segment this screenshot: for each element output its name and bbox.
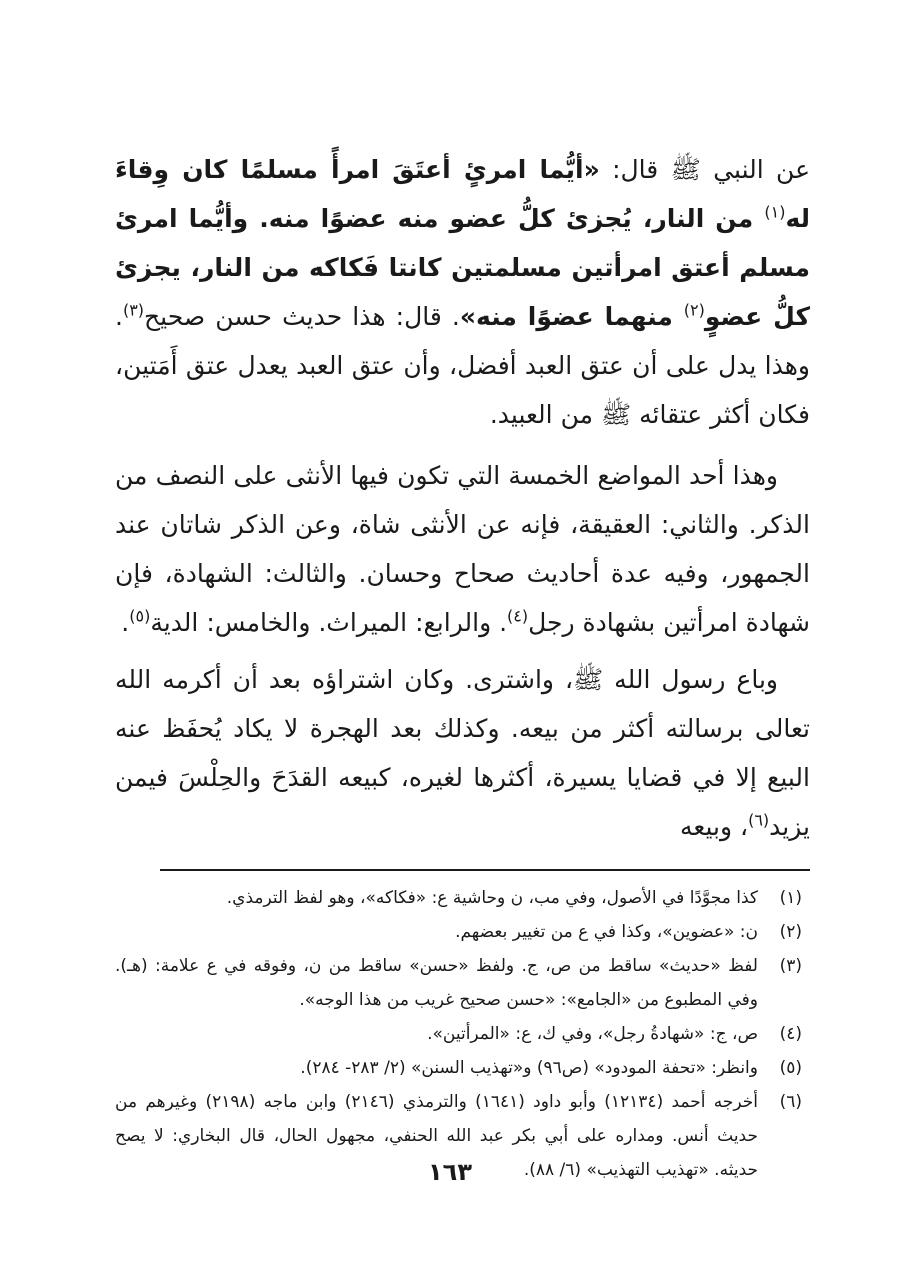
hadith-text-part-2: من النار، يُجزئ كلُّ عضو منه عضوًا منه. وأيُّما امرئ مسلم أعتق امرأتين مسلمتين كانتا فَكاكه من النار، يجزئ كلُّ عضوٍ [115, 204, 810, 331]
paragraph-text: وباع رسول الله ﷺ، واشترى. وكان اشتراؤه بعد أن أكرمه الله تعالى برسالته أكثر من بيعه. وكذلك بعد الهجرة لا يكاد يُحفَظ عنه البيع إلا في قضايا يسيرة، أكثرها لغيره، كبيعه القدَحَ والحِلْسَ فيمن يزيد [115, 665, 810, 841]
footnote-ref-4[interactable]: (٤) [507, 606, 529, 626]
paragraph-text: وهذا أحد المواضع الخمسة التي تكون فيها الأنثى على النصف من الذكر. والثاني: العقيقة، فإنه عن الأنثى شاة، وعن الذكر شاتان عند الجمهور، وفيه عدة أحاديث صحاح وحسان. والثالث: الشهادة، فإن شهادة امرأتين بشهادة رجل [115, 461, 810, 637]
footnote-text: أخرجه أحمد (١٢١٣٤) وأبو داود (١٦٤١) والترمذي (٢١٤٦) وابن ماجه (٢١٩٨) وغيرهم من حديث أنس. ومداره على أبي بكر عبد الله الحنفي، مجهول الحال، قال البخاري: لا يصح حديثه. «تهذيب التهذيب» (٦/ ٨٨). [115, 1092, 758, 1180]
paragraph-hadith [115, 145, 810, 439]
footnote-number: (٥) [779, 1058, 802, 1078]
footnote-text: ص، ج: «شهادةُ رجل»، وفي ك، ع: «المرأتين». [427, 1024, 758, 1044]
paragraph-buying-selling [115, 655, 810, 851]
paragraph-text: ، وبيعه [680, 812, 749, 841]
page-content [115, 145, 810, 1187]
footnote-text: كذا مجوَّدًا في الأصول، وفي مب، ن وحاشية ع: «فكاكه»، وهو لفظ الترمذي. [226, 888, 758, 908]
footnote-ref-5[interactable]: (٥) [129, 606, 151, 626]
footnote-number: (٦) [779, 1092, 802, 1112]
paragraph-lead: عن النبي ﷺ قال: [599, 155, 811, 184]
hadith-text-part-3: منهما عضوًا منه» [459, 302, 684, 331]
footnote-text: ن: «عضوين»، وكذا في ع من تغيير بعضهم. [455, 922, 758, 942]
footnote-ref-1[interactable]: (١) [764, 202, 786, 222]
paragraph-text: . وهذا يدل على أن عتق العبد أفضل، وأن عتق العبد يعدل عتق أَمَتين، فكان أكثر عتقائه ﷺ من العبيد. [115, 302, 810, 429]
paragraph-five-places [115, 451, 810, 647]
footnote-ref-3[interactable]: (٣) [122, 300, 145, 320]
footnote-item [115, 1051, 802, 1085]
footnote-ref-6[interactable]: (٦) [748, 810, 770, 830]
footnote-number: (٣) [779, 956, 802, 976]
footnote-item [115, 915, 802, 949]
paragraph-text: . قال: هذا حديث حسن صحيح [144, 302, 460, 331]
footnote-item [115, 881, 802, 915]
footnote-text: وانظر: «تحفة المودود» (ص٩٦) و«تهذيب السنن» (٢/ ٢٨٣- ٢٨٤). [300, 1058, 758, 1078]
footnote-number: (٤) [779, 1024, 802, 1044]
footnote-item [115, 1017, 802, 1051]
footnote-item [115, 949, 802, 1017]
footnotes [115, 881, 810, 1187]
paragraph-text: . والرابع: الميراث. والخامس: الدية [150, 608, 508, 637]
paragraph-text: . [121, 608, 130, 637]
footnote-ref-2[interactable]: (٢) [683, 300, 705, 320]
footnote-number: (٢) [779, 922, 802, 942]
page-number: ١٦٣ [428, 1158, 472, 1186]
footnote-number: (١) [779, 888, 802, 908]
hadith-text-part-1: «أيُّما امرئٍ أعتَقَ امرأً مسلمًا كان وِقاءَ له [115, 155, 810, 233]
footnote-text: لفظ «حديث» ساقط من ص، ج. ولفظ «حسن» ساقط من ن، وفوقه في ع علامة: (هـ). وفي المطبوع من «الجامع»: «حسن صحيح غريب من هذا الوجه». [115, 956, 758, 1010]
footnote-divider [160, 869, 810, 871]
